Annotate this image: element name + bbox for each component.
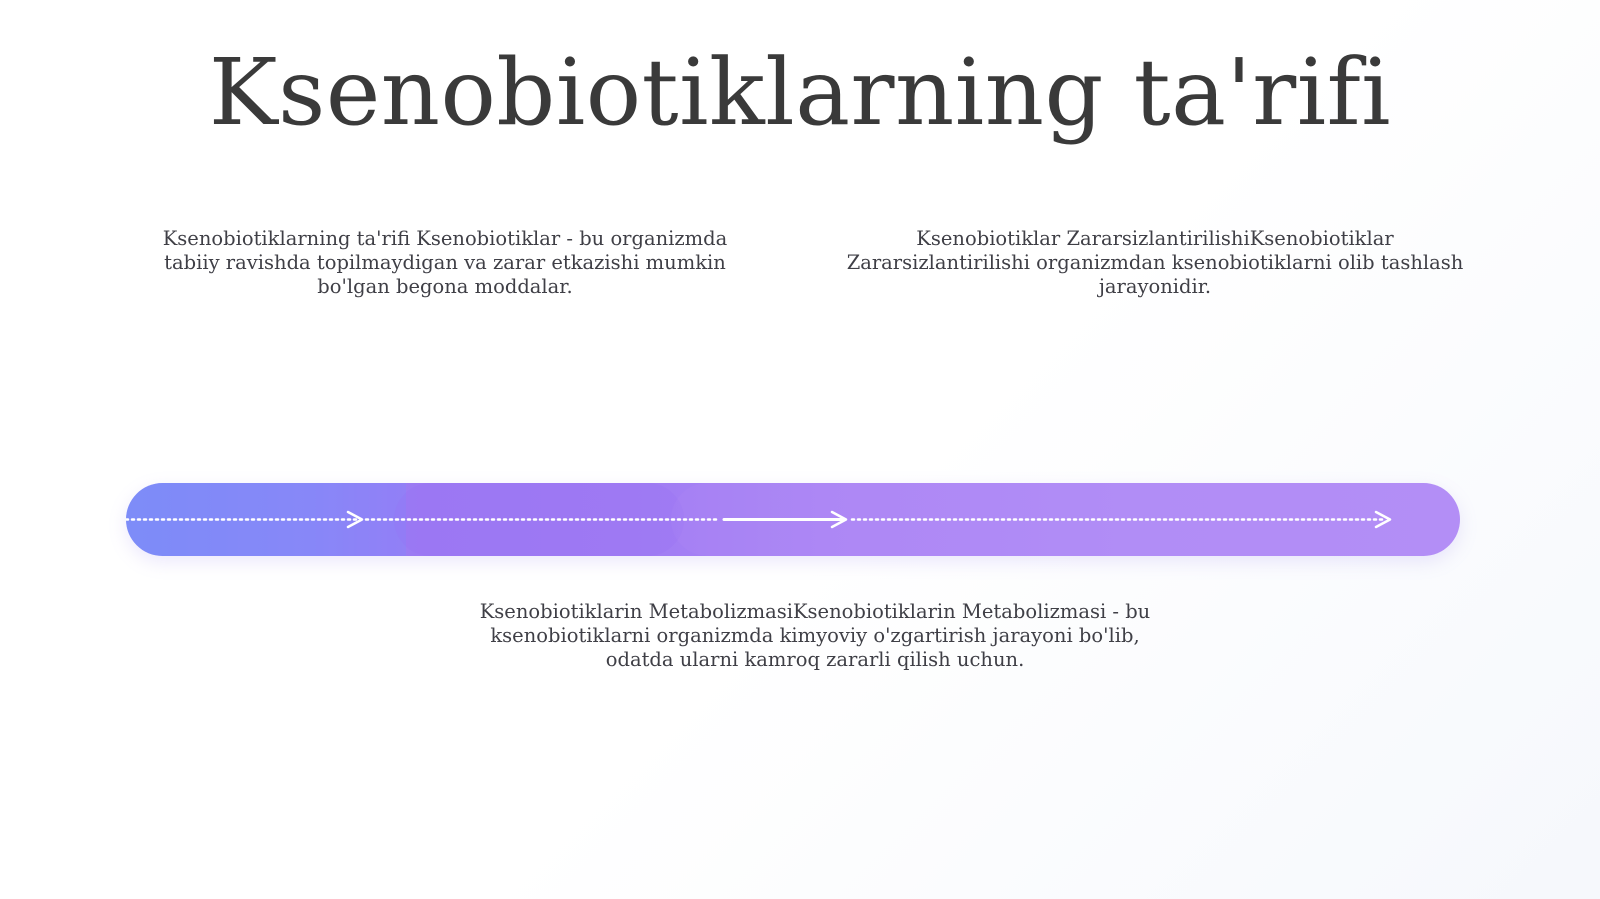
text-block-definition: Ksenobiotiklarning ta'rifi Ksenobiotiklar - bu organizmda tabiiy ravishda topilmaydigan va zarar etkazishi mumkin bo'lgan begona moddalar. <box>162 227 728 298</box>
text-block-metabolism: Ksenobiotiklarin MetabolizmasiKsenobiotiklarin Metabolizmasi - bu ksenobiotiklarni organizmda kimyoviy o'zgartirish jarayoni bo'lib, odatda ularni kamroq zararli qilish uchun. <box>479 600 1151 671</box>
text-block-detoxification: Ksenobiotiklar ZararsizlantirilishiKsenobiotiklar Zararsizlantirilishi organizmdan ksenobiotiklarni olib tashlash jarayonidir. <box>846 227 1464 298</box>
timeline-bar <box>126 483 1460 556</box>
slide-title: Ksenobiotiklarning ta'rifi <box>208 39 1392 146</box>
timeline-arrows <box>126 483 1460 556</box>
